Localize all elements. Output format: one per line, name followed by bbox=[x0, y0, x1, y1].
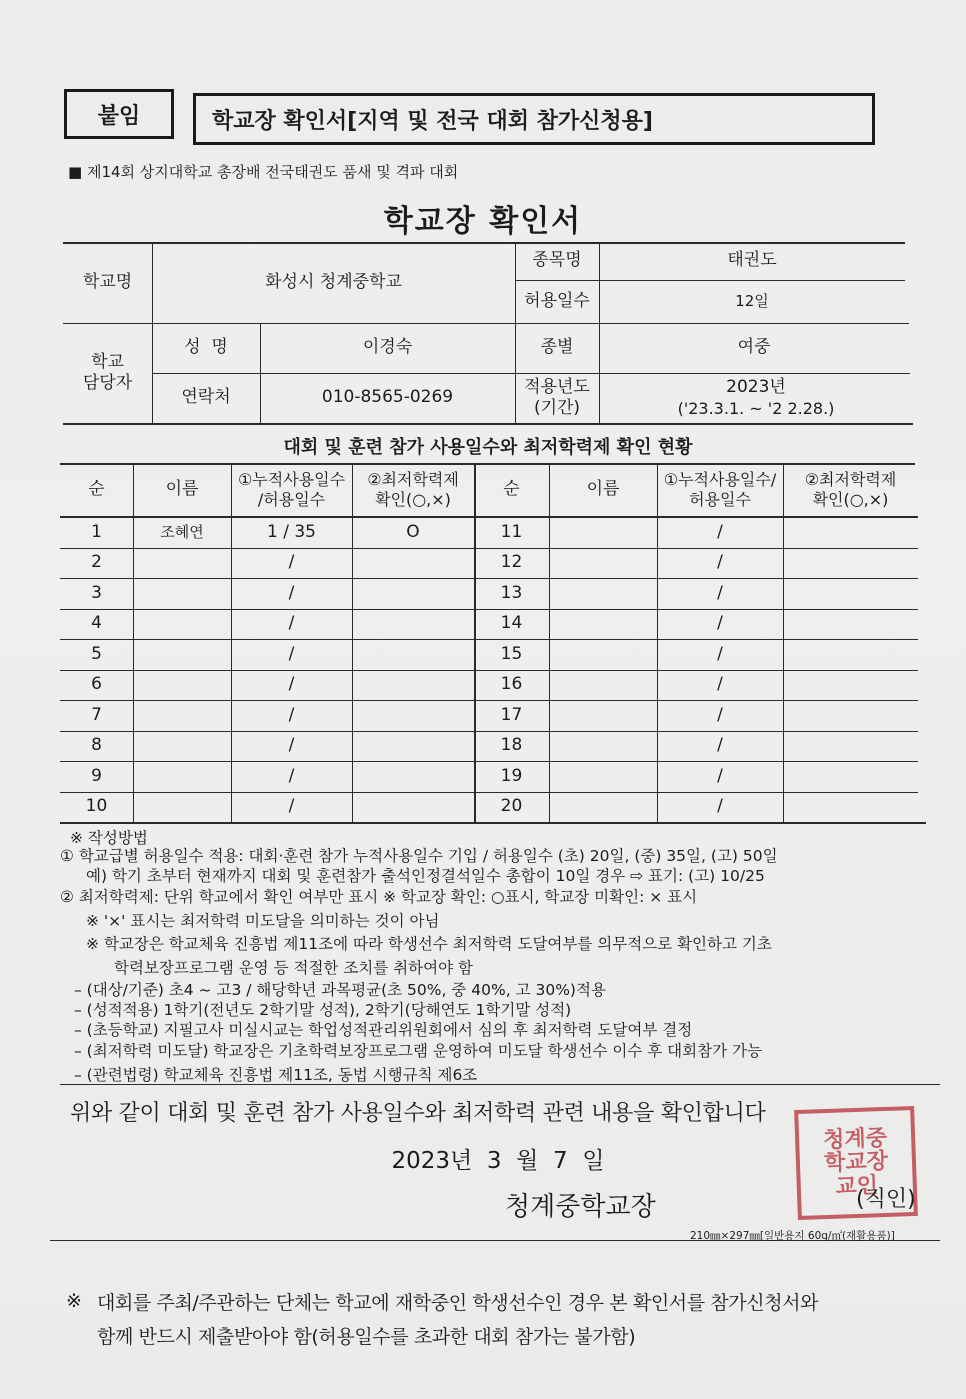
row-check bbox=[783, 517, 918, 548]
row-number: 1 bbox=[91, 521, 102, 542]
row-check bbox=[783, 792, 918, 823]
row-number: 7 bbox=[91, 704, 102, 725]
row-name: 조혜연 bbox=[160, 522, 204, 541]
paper-spec: 210㎜×297㎜[일반용지 60g/㎡(재활용품)] bbox=[690, 1230, 895, 1242]
header-name-right: 이름 bbox=[586, 479, 620, 500]
row-check bbox=[783, 639, 918, 670]
allowed-days-label: 허용일수 bbox=[524, 290, 590, 311]
row-days: / bbox=[717, 704, 723, 725]
row-days: / bbox=[288, 674, 295, 695]
row-number: 5 bbox=[91, 643, 102, 664]
footer-line-2: 함께 반드시 제출받아야 함(허용일수를 초과한 대회 참가는 불가함) bbox=[97, 1326, 636, 1348]
row-number: 10 bbox=[85, 796, 108, 817]
header-no-right: 순 bbox=[503, 479, 520, 500]
header-days-left: ①누적사용일수 /허용일수 bbox=[237, 470, 346, 509]
row-days: / bbox=[288, 582, 295, 603]
row-number: 18 bbox=[500, 735, 523, 756]
row-days: / bbox=[717, 735, 723, 756]
row-check bbox=[783, 670, 918, 701]
note-11: – (관련법령) 학교체육 진흥법 제11조, 동법 시행규칙 제6조 bbox=[74, 1066, 478, 1084]
row-days: / bbox=[288, 613, 295, 634]
info-bottom-rule bbox=[63, 423, 913, 425]
row-check bbox=[783, 761, 918, 792]
official-seal-stamp: 청계중 학교장 교인 bbox=[794, 1106, 918, 1220]
row-days: / bbox=[288, 552, 295, 573]
event-line bbox=[68, 163, 458, 181]
row-name bbox=[549, 548, 657, 579]
row-days: / bbox=[717, 582, 723, 603]
row-name bbox=[133, 578, 231, 609]
event-bullet: ■ bbox=[68, 163, 83, 181]
row-days: / bbox=[288, 796, 295, 817]
period-value: ('23.3.1. ~ '2 2.28.) bbox=[677, 398, 835, 418]
row-name bbox=[549, 639, 657, 670]
note-10: – (최저학력 미도달) 학교장은 기초학력보장프로그램 운영하여 미도달 학생선수 이수 후 대회참가 가능 bbox=[74, 1042, 762, 1060]
row-days: / bbox=[288, 704, 295, 725]
category-label: 종별 bbox=[540, 337, 574, 358]
row-number: 13 bbox=[500, 582, 523, 603]
row-days: / bbox=[288, 643, 295, 664]
attachment-badge bbox=[64, 89, 174, 139]
row-number: 9 bbox=[91, 765, 102, 786]
attachment-title-box bbox=[193, 93, 875, 145]
row-days: / bbox=[717, 765, 723, 786]
row-days: / bbox=[717, 674, 723, 695]
row-check bbox=[352, 731, 474, 762]
row-number: 4 bbox=[91, 613, 102, 634]
row-number: 3 bbox=[91, 582, 102, 603]
row-check bbox=[352, 578, 474, 609]
row-name bbox=[133, 761, 231, 792]
row-check: O bbox=[406, 521, 420, 542]
row-check bbox=[783, 578, 918, 609]
contact-value: 010-8565-0269 bbox=[321, 387, 454, 408]
row-days: / bbox=[717, 643, 723, 664]
note-1: ① 학교급별 허용일수 적용: 대회·훈련 참가 누적사용일수 기입 / 허용일수 (초) 20일, (중) 35일, (고) 50일 bbox=[60, 847, 778, 865]
row-number: 12 bbox=[500, 552, 523, 573]
row-name bbox=[549, 792, 657, 823]
row-days: / bbox=[717, 796, 723, 817]
row-name bbox=[549, 517, 657, 548]
year-value: 2023년 bbox=[726, 377, 786, 398]
school-label: 학교명 bbox=[82, 271, 133, 292]
year-value-block bbox=[599, 373, 913, 423]
document-title: 학교장 확인서 bbox=[383, 204, 583, 239]
attachment-title: 학교장 확인서[지역 및 전국 대회 참가신청용] bbox=[212, 108, 653, 134]
table-bottom-rule bbox=[60, 822, 926, 824]
row-days: / bbox=[717, 521, 723, 542]
header-no-left: 순 bbox=[88, 479, 105, 500]
row-days: / bbox=[717, 613, 723, 634]
row-name bbox=[133, 639, 231, 670]
row-check bbox=[783, 700, 918, 731]
row-days: / bbox=[717, 552, 723, 573]
row-number: 19 bbox=[500, 765, 523, 786]
name-label: 성 명 bbox=[184, 337, 228, 358]
row-number: 20 bbox=[500, 796, 523, 817]
header-check-right: ②최저학력제 확인(○,×) bbox=[804, 470, 897, 509]
footer-mark: ※ bbox=[66, 1290, 82, 1312]
contact-label: 연락처 bbox=[181, 387, 231, 408]
sport-value: 태권도 bbox=[727, 250, 777, 271]
row-check bbox=[783, 731, 918, 762]
event-name: 제14회 상지대학교 총장배 전국태권도 품새 및 격파 대회 bbox=[86, 163, 459, 181]
year-label: 적용년도 (기간) bbox=[524, 376, 590, 418]
row-days: 1 / 35 bbox=[267, 521, 316, 542]
status-title: 대회 및 훈련 참가 사용일수와 최저학력제 확인 현황 bbox=[283, 437, 693, 458]
row-check bbox=[352, 609, 474, 640]
row-check bbox=[352, 792, 474, 823]
note-4: ※ '×' 표시는 최저학력 미도달을 의미하는 것이 아님 bbox=[86, 912, 440, 930]
header-name-left: 이름 bbox=[165, 479, 199, 500]
row-name bbox=[549, 609, 657, 640]
header-days-right: ①누적사용일수/ 허용일수 bbox=[663, 470, 777, 509]
attachment-badge-label: 붙임 bbox=[97, 103, 141, 129]
row-check bbox=[352, 700, 474, 731]
row-number: 15 bbox=[500, 643, 523, 664]
row-name bbox=[133, 731, 231, 762]
note-5: ※ 학교장은 학교체육 진흥법 제11조에 따라 학생선수 최저학력 도달여부를 의무적으로 확인하고 기초 bbox=[86, 935, 772, 953]
note-9: – (초등학교) 지필고사 미실시교는 학업성적관리위원회에서 심의 후 최저학력 도달여부 결정 bbox=[74, 1021, 693, 1039]
confirm-statement: 위와 같이 대회 및 훈련 참가 사용일수와 최저학력 관련 내용을 확인합니다 bbox=[70, 1101, 766, 1126]
row-check bbox=[352, 548, 474, 579]
note-2: 예) 학기 초부터 현재까지 대회 및 훈련참가 출석인정결석일수 총합이 10일 경우 ⇨ 표기: (고) 10/25 bbox=[86, 867, 765, 885]
row-name bbox=[133, 548, 231, 579]
row-name bbox=[549, 670, 657, 701]
note-heading: ※ 작성방법 bbox=[70, 829, 148, 847]
row-check bbox=[352, 670, 474, 701]
note-7: – (대상/기준) 초4 ~ 고3 / 해당학년 과목평균(초 50%, 중 40%, 고 30%)적용 bbox=[74, 981, 606, 999]
row-name bbox=[133, 792, 231, 823]
school-value: 화성시 청계중학교 bbox=[265, 271, 402, 292]
signer: 청계중학교장 bbox=[505, 1192, 656, 1222]
sport-label: 종목명 bbox=[532, 250, 582, 271]
row-number: 16 bbox=[500, 674, 523, 695]
row-name bbox=[549, 578, 657, 609]
row-number: 6 bbox=[91, 674, 102, 695]
row-name bbox=[133, 609, 231, 640]
footer-line-1: 대회를 주최/주관하는 단체는 학교에 재학중인 학생선수인 경우 본 확인서를 참가신청서와 bbox=[97, 1292, 819, 1314]
note-3: ② 최저학력제: 단위 학교에서 확인 여부만 표시 ※ 학교장 확인: ○표시, 학교장 미확인: × 표시 bbox=[60, 888, 698, 906]
manager-label: 학교 담당자 bbox=[82, 351, 133, 393]
row-name bbox=[549, 761, 657, 792]
notes-bottom-rule bbox=[60, 1084, 940, 1085]
row-check bbox=[783, 609, 918, 640]
confirm-date: 2023년 3 월 7 일 bbox=[391, 1148, 605, 1174]
row-name bbox=[549, 700, 657, 731]
row-number: 8 bbox=[91, 735, 102, 756]
name-value: 이경숙 bbox=[362, 337, 413, 358]
note-8: – (성적적용) 1학기(전년도 2학기말 성적), 2학기(당해연도 1학기말 성적) bbox=[74, 1001, 572, 1019]
row-check bbox=[783, 548, 918, 579]
row-number: 2 bbox=[91, 552, 102, 573]
row-days: / bbox=[288, 765, 295, 786]
row-name bbox=[133, 700, 231, 731]
row-number: 11 bbox=[500, 521, 523, 542]
allowed-days-value: 12일 bbox=[735, 292, 769, 311]
note-6: 학력보장프로그램 운영 등 적절한 조치를 취하여야 함 bbox=[114, 959, 473, 977]
row-number: 17 bbox=[500, 704, 523, 725]
category-value: 여중 bbox=[737, 337, 771, 358]
row-name bbox=[549, 731, 657, 762]
row-name bbox=[133, 670, 231, 701]
seal-label: (직인) bbox=[856, 1187, 916, 1212]
header-check-left: ②최저학력제 확인(○,×) bbox=[367, 470, 459, 509]
row-days: / bbox=[288, 735, 295, 756]
row-check bbox=[352, 639, 474, 670]
row-check bbox=[352, 761, 474, 792]
row-number: 14 bbox=[500, 613, 523, 634]
